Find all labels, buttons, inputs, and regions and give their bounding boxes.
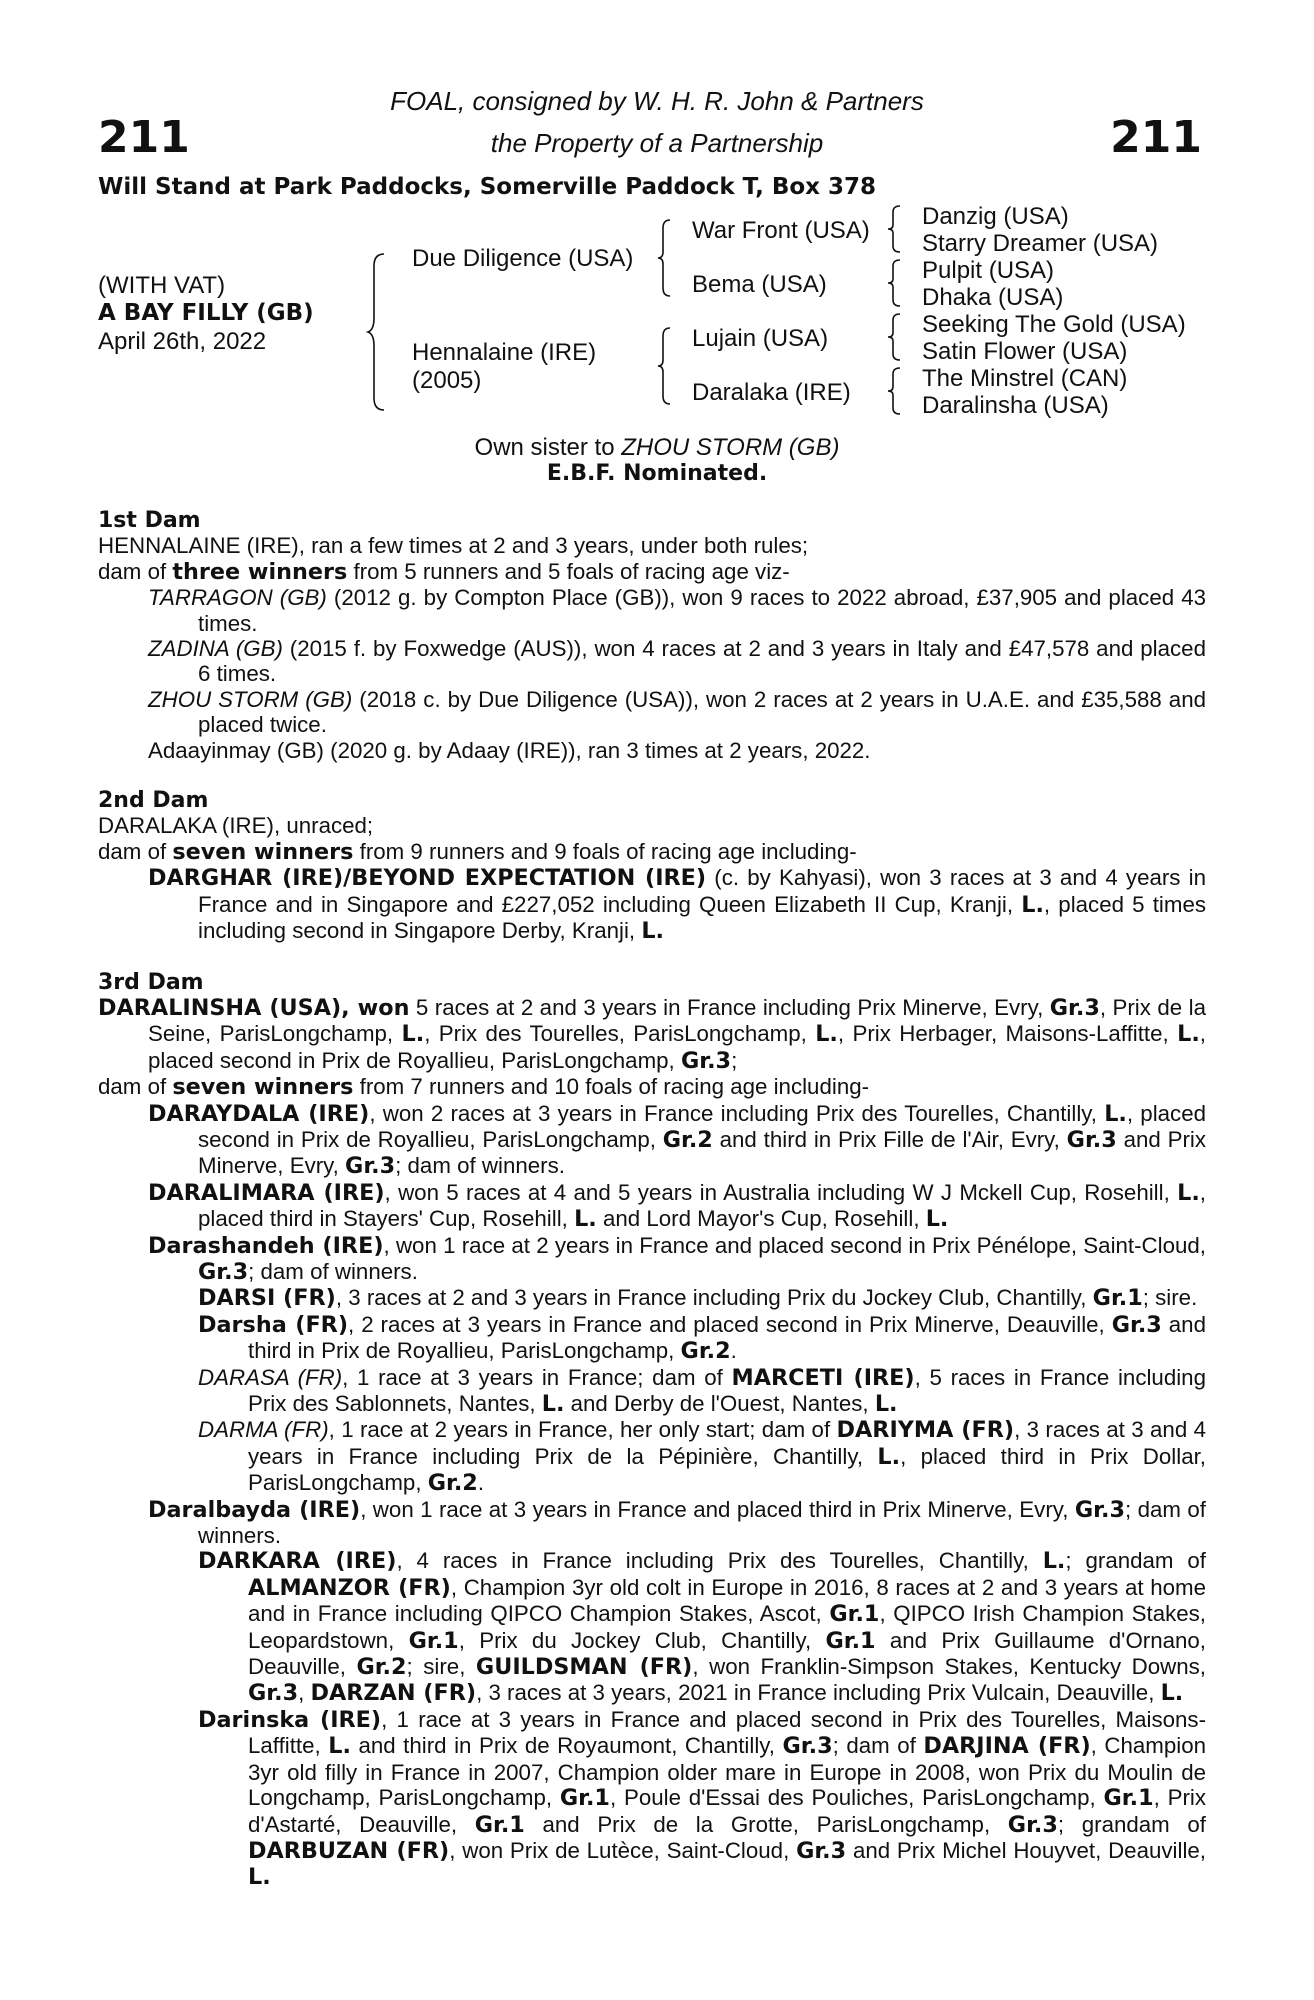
produce-entry: DARALIMARA (IRE), won 5 races at 4 and 5 years in Australia including W J Mckell Cup, Rosehill, L., placed third in Stayers' Cup, Rosehill, L. and Lord Mayor's Cup, Rosehill, L. [148, 1179, 1206, 1233]
pedigree-brace-sire [656, 218, 676, 298]
horse-name: A BAY FILLY (GB) [98, 300, 314, 326]
pedigree-brace-sd [886, 258, 906, 308]
produce-entry: Darashandeh (IRE), won 1 race at 2 years in France and placed second in Prix Pénélope, Saint-Cloud, Gr.3; dam of winners. [148, 1232, 1206, 1285]
pedigree-dss: Seeking The Gold (USA) [922, 311, 1186, 338]
stand-location: Will Stand at Park Paddocks, Somerville Paddock T, Box 378 [98, 174, 877, 200]
pedigree-brace-ds [886, 312, 906, 362]
vat-label: (WITH VAT) [98, 272, 226, 299]
pedigree-brace-dd [886, 366, 906, 416]
pedigree-brace-ss [886, 204, 906, 254]
produce-entry: DARMA (FR), 1 race at 2 years in France, her only start; dam of DARIYMA (FR), 3 races at 3 and 4 years in France including Prix de la Pépinière, Chantilly, L., placed third in Prix Dollar, ParisLongchamp, Gr.2. [198, 1417, 1206, 1497]
third-dam-heading: 3rd Dam [98, 969, 204, 995]
catalogue-body [98, 508, 1206, 1891]
first-dam-heading: 1st Dam [98, 508, 201, 533]
produce-entry: Darsha (FR), 2 races at 3 years in France and placed second in Prix Minerve, Deauville, Gr.3 and third in Prix de Royallieu, ParisLongchamp, Gr.2. [198, 1311, 1206, 1365]
pedigree-sss: Danzig (USA) [922, 203, 1069, 230]
produce-entry: DARASA (FR), 1 race at 3 years in France; dam of MARCETI (IRE), 5 races in France including Prix des Sablonnets, Nantes, L. and Derby de l'Ouest, Nantes, L. [198, 1364, 1206, 1417]
horse-dob: April 26th, 2022 [98, 328, 267, 355]
pedigree-dam-dam: Daralaka (IRE) [692, 379, 851, 406]
lot-number-left: 211 [98, 112, 190, 163]
third-dam-entry: DARALINSHA (USA), won 5 races at 2 and 3 years in France including Prix Minerve, Evry, Gr.3, Prix de la Seine, ParisLongchamp, L., Prix des Tourelles, ParisLongchamp, L., Prix Herbager, Maisons-Laffitte, L., placed second in Prix de Royallieu, ParisLongchamp, Gr.3; [98, 994, 1206, 1074]
produce-entry: DARKARA (IRE), 4 races in France including Prix des Tourelles, Chantilly, L.; grandam of ALMANZOR (FR), Champion 3yr old colt in Europe in 2016, 8 races at 2 and 3 years at home and in France including QIPCO Champion Stakes, Ascot, Gr.1, QIPCO Irish Champion Stakes, Leopardstown, Gr.1, Prix du Jockey Club, Chantilly, Gr.1 and Prix Guillaume d'Ornano, Deauville, Gr.2; sire, GUILDSMAN (FR), won Franklin-Simpson Stakes, Kentucky Downs, Gr.3, DARZAN (FR), 3 races at 3 years, 2021 in France including Prix Vulcain, Deauville, L. [198, 1548, 1207, 1707]
property-line: the Property of a Partnership [490, 128, 824, 158]
produce-entry: Adaayinmay (GB) (2020 g. by Adaay (IRE)), ran 3 times at 2 years, 2022. [148, 737, 871, 763]
pedigree-sds: Pulpit (USA) [922, 257, 1055, 284]
produce-entry: DARAYDALA (IRE), won 2 races at 3 years in France including Prix des Tourelles, Chantilly, L., placed second in Prix de Royallieu, ParisLongchamp, Gr.2 and third in Prix Fille de l'Air, Evry, Gr.3 and Prix Minerve, Evry, Gr.3; dam of winners. [148, 1100, 1206, 1180]
own-sister-note: Own sister to ZHOU STORM (GB) [474, 434, 840, 461]
pedigree-dsd: Satin Flower (USA) [922, 338, 1128, 365]
produce-entry: DARGHAR (IRE)/BEYOND EXPECTATION (IRE) (c. by Kahyasi), won 3 races at 3 and 4 years in France and in Singapore and £227,052 including Queen Elizabeth II Cup, Kranji, L., placed 5 times including second in Singapore Derby, Kranji, L. [148, 865, 1207, 945]
second-dam-line: DARALAKA (IRE), unraced; [98, 813, 374, 839]
pedigree-brace-main [366, 252, 390, 412]
produce-entry: DARSI (FR), 3 races at 2 and 3 years in France including Prix du Jockey Club, Chantilly, Gr.1; sire. [198, 1285, 1198, 1312]
first-dam-produce-summary: dam of three winners from 5 runners and 5 foals of racing age viz- [98, 558, 790, 585]
produce-entry: TARRAGON (GB) (2012 g. by Compton Place (GB)), won 9 races to 2022 abroad, £37,905 and placed 43 times. [148, 585, 1206, 636]
pedigree-sire-sire: War Front (USA) [692, 217, 870, 244]
pedigree-dam-sire: Lujain (USA) [692, 325, 829, 352]
produce-entry: Daralbayda (IRE), won 1 race at 3 years in France and placed third in Prix Minerve, Evry, Gr.3; dam of winners. [148, 1496, 1206, 1549]
pedigree-sire: Due Diligence (USA) [412, 245, 634, 272]
pedigree-dam-year: (2005) [412, 367, 482, 394]
pedigree-dam: Hennalaine (IRE) [412, 339, 597, 366]
second-dam-heading: 2nd Dam [98, 788, 209, 814]
second-dam-produce-summary: dam of seven winners from 9 runners and 9 foals of racing age including- [98, 838, 857, 865]
pedigree-sire-dam: Bema (USA) [692, 271, 827, 298]
lot-number-right: 211 [1110, 112, 1202, 163]
produce-entry: Darinska (IRE), 1 race at 3 years in France and placed second in Prix des Tourelles, Maisons-Laffitte, L. and third in Prix de Royaumont, Chantilly, Gr.3; dam of DARJINA (FR), Champion 3yr old filly in France in 2007, Champion older mare in Europe in 2008, won Prix du Moulin de Longchamp, ParisLongchamp, Gr.1, Poule d'Essai des Pouliches, ParisLongchamp, Gr.1, Prix d'Astarté, Deauville, Gr.1 and Prix de la Grotte, ParisLongchamp, Gr.3; grandam of DARBUZAN (FR), won Prix de Lutèce, Saint-Cloud, Gr.3 and Prix Michel Houyvet, Deauville, L. [198, 1706, 1207, 1891]
pedigree-ddd: Daralinsha (USA) [922, 392, 1109, 419]
ebf-note: E.B.F. Nominated. [546, 461, 768, 486]
pedigree-ssd: Starry Dreamer (USA) [922, 230, 1159, 257]
first-dam-line: HENNALAINE (IRE), ran a few times at 2 and 3 years, under both rules; [98, 533, 809, 559]
pedigree-brace-dam [656, 326, 676, 406]
produce-entry: ZADINA (GB) (2015 f. by Foxwedge (AUS)), won 4 races at 2 and 3 years in Italy and £47,578 and placed 6 times. [148, 636, 1206, 687]
third-dam-produce-summary: dam of seven winners from 7 runners and 10 foals of racing age including- [98, 1074, 870, 1101]
consignor-line: FOAL, consigned by W. H. R. John & Partners [390, 86, 924, 116]
pedigree-dds: The Minstrel (CAN) [922, 365, 1128, 392]
produce-entry: ZHOU STORM (GB) (2018 c. by Due Diligence (USA)), won 2 races at 2 years in U.A.E. and £35,588 and placed twice. [148, 686, 1206, 738]
pedigree-sdd: Dhaka (USA) [922, 284, 1064, 311]
